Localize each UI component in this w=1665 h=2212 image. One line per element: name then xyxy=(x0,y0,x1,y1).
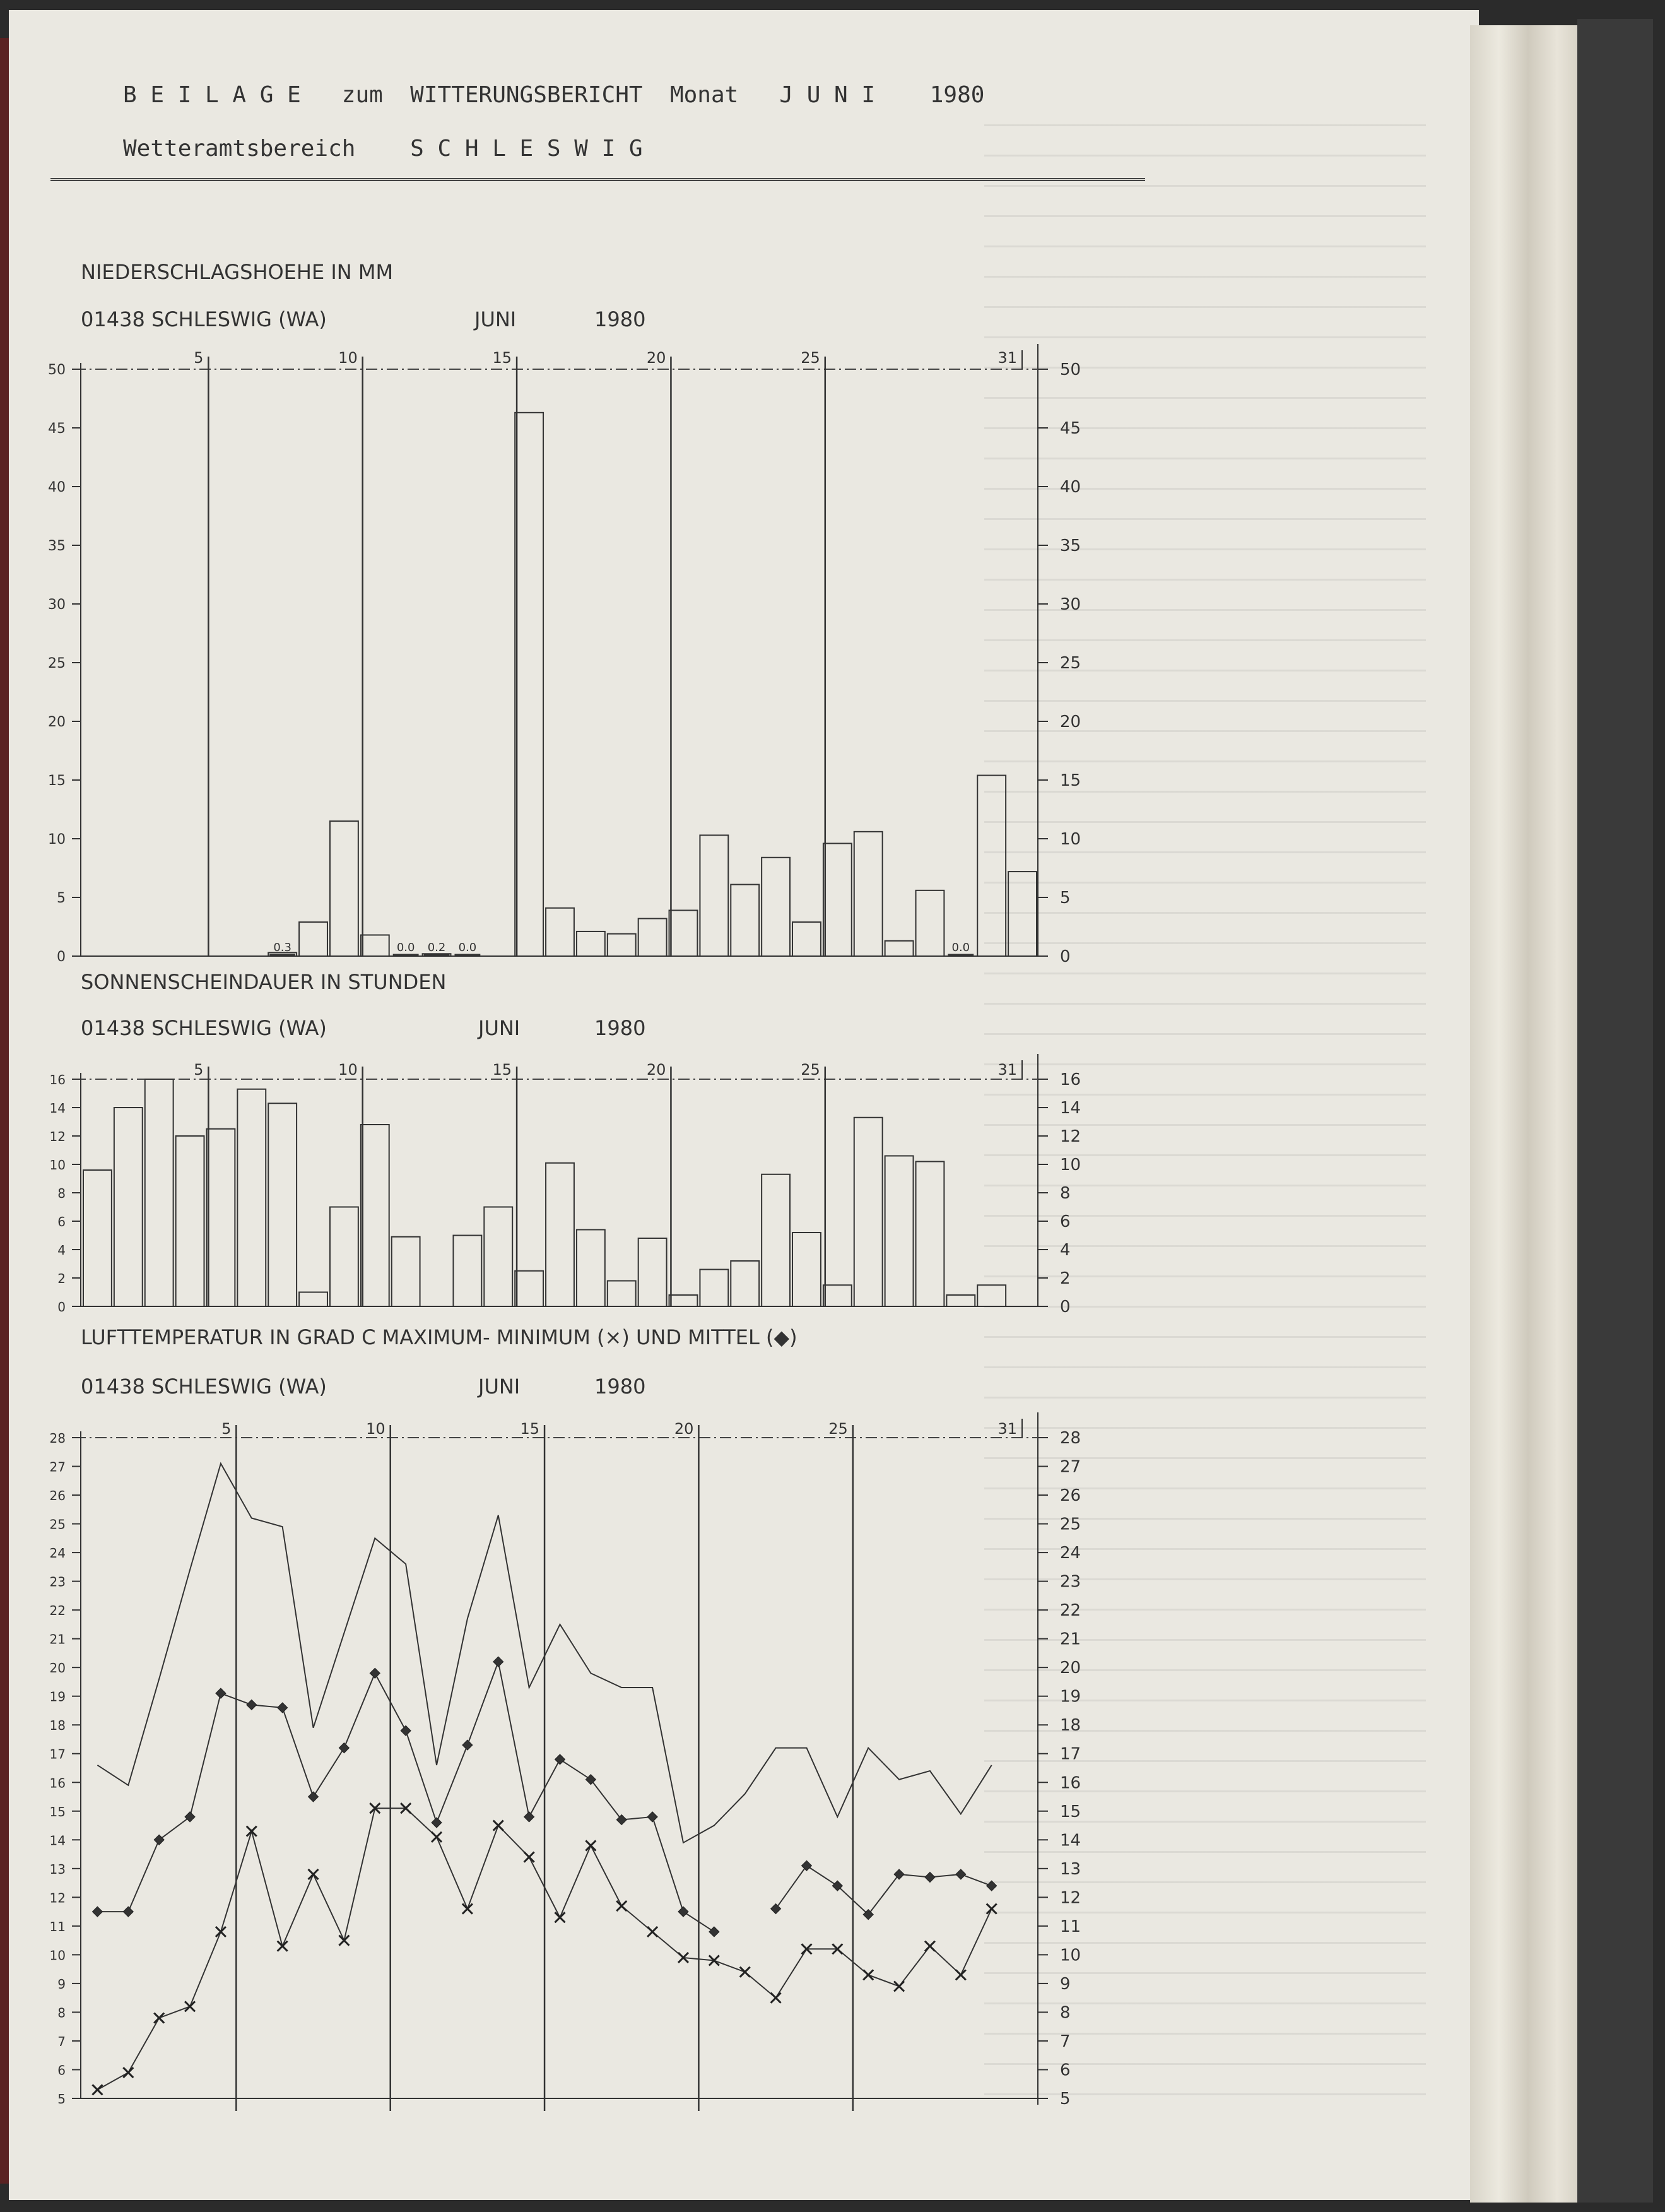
xtick-label: 10 xyxy=(338,1061,358,1079)
mittel-marker xyxy=(247,1700,257,1710)
right-ytick-label: 23 xyxy=(1060,1572,1081,1592)
bar-value-label-day-13: 0.0 xyxy=(458,941,477,954)
left-ytick-label: 2 xyxy=(57,1271,66,1286)
minimum-marker xyxy=(987,1904,997,1914)
mittel-marker xyxy=(309,1792,319,1802)
right-ytick-label: 15 xyxy=(1060,771,1081,790)
right-ytick-label: 12 xyxy=(1060,1888,1081,1908)
left-ytick-label: 25 xyxy=(49,1517,66,1532)
minimum-marker xyxy=(585,1840,596,1850)
bar-value-label-day-12: 0.2 xyxy=(427,941,446,954)
left-ytick-label: 50 xyxy=(48,362,66,378)
mittel-marker xyxy=(555,1754,565,1765)
minimum-marker xyxy=(524,1852,534,1862)
series-mittel-line xyxy=(97,1662,714,1932)
minimum-marker xyxy=(432,1832,442,1842)
left-ytick-label: 5 xyxy=(57,890,66,906)
left-ytick-label: 7 xyxy=(57,2033,66,2049)
temp-chart-month: JUNI xyxy=(478,1375,521,1399)
left-ytick-label: 13 xyxy=(49,1861,66,1877)
xtick-label: 25 xyxy=(801,1061,820,1079)
minimum-marker xyxy=(925,1941,935,1951)
right-ytick-label: 20 xyxy=(1060,713,1081,731)
mittel-marker xyxy=(524,1812,534,1822)
minimum-marker xyxy=(956,1970,966,1980)
right-ytick-label: 24 xyxy=(1060,1544,1081,1563)
right-ytick-label: 45 xyxy=(1060,419,1081,438)
sunshine-chart-station: 01438 SCHLESWIG (WA) xyxy=(81,1016,327,1040)
right-ytick-label: 5 xyxy=(1060,2090,1071,2108)
xtick-label: 25 xyxy=(801,349,820,367)
right-ytick-label: 28 xyxy=(1060,1429,1081,1448)
minimum-marker xyxy=(616,1901,627,1911)
left-ytick-label: 16 xyxy=(49,1072,66,1087)
left-ytick-label: 35 xyxy=(48,538,66,554)
left-ytick-label: 10 xyxy=(49,1948,66,1963)
precip-chart-title: NIEDERSCHLAGSHOEHE IN MM xyxy=(81,260,394,284)
xtick-label: 15 xyxy=(492,349,512,367)
left-ytick-label: 10 xyxy=(49,1157,66,1173)
precip-chart-station: 01438 SCHLESWIG (WA) xyxy=(81,307,327,331)
temp-chart-station: 01438 SCHLESWIG (WA) xyxy=(81,1375,327,1399)
right-ytick-label: 0 xyxy=(1060,947,1071,966)
right-ytick-label: 26 xyxy=(1060,1486,1081,1506)
mittel-marker xyxy=(678,1907,688,1917)
minimum-marker xyxy=(92,2085,102,2095)
right-ytick-label: 16 xyxy=(1060,1773,1081,1793)
left-ytick-label: 22 xyxy=(49,1603,66,1619)
minimum-marker xyxy=(894,1981,904,1991)
left-ytick-label: 17 xyxy=(49,1746,66,1762)
xtick-label: 5 xyxy=(194,349,204,367)
left-ytick-label: 5 xyxy=(57,2091,66,2107)
left-ytick-label: 15 xyxy=(48,773,66,789)
left-ytick-label: 15 xyxy=(49,1804,66,1819)
left-ytick-label: 16 xyxy=(49,1775,66,1791)
left-ytick-label: 8 xyxy=(57,2005,66,2021)
mittel-marker xyxy=(401,1725,411,1736)
right-ytick-label: 35 xyxy=(1060,536,1081,555)
xtick-label: 10 xyxy=(338,349,358,367)
right-ytick-label: 50 xyxy=(1060,360,1081,379)
minimum-marker xyxy=(740,1967,750,1977)
xtick-label: 15 xyxy=(520,1420,540,1438)
mittel-marker xyxy=(956,1869,966,1879)
minimum-marker xyxy=(647,1927,657,1937)
right-ytick-label: 19 xyxy=(1060,1687,1081,1706)
left-ytick-label: 26 xyxy=(49,1488,66,1504)
right-ytick-label: 5 xyxy=(1060,889,1071,908)
right-ytick-label: 10 xyxy=(1060,830,1081,849)
xtick-label: 20 xyxy=(646,1061,666,1079)
mittel-marker xyxy=(771,1904,781,1914)
left-ytick-label: 18 xyxy=(49,1718,66,1734)
mittel-marker xyxy=(432,1818,442,1828)
xtick-label: 5 xyxy=(221,1420,232,1438)
xtick-label: 20 xyxy=(674,1420,694,1438)
report-header-line2: Wetteramtsbereich S C H L E S W I G xyxy=(123,136,643,162)
left-ytick-label: 8 xyxy=(57,1186,66,1201)
right-ytick-label: 22 xyxy=(1060,1601,1081,1621)
xtick-label: 15 xyxy=(492,1061,512,1079)
xtick-label: 5 xyxy=(194,1061,204,1079)
minimum-marker xyxy=(339,1936,349,1946)
xtick-label: 31 xyxy=(997,1061,1017,1079)
left-ytick-label: 23 xyxy=(49,1574,66,1590)
minimum-marker xyxy=(185,2001,195,2011)
minimum-marker xyxy=(462,1904,473,1914)
minimum-marker xyxy=(123,2067,133,2078)
right-ytick-label: 17 xyxy=(1060,1744,1081,1764)
left-ytick-label: 14 xyxy=(49,1101,66,1116)
mittel-marker xyxy=(462,1740,473,1750)
bar-value-label-day-7: 0.3 xyxy=(273,941,291,954)
right-ytick-label: 8 xyxy=(1060,1184,1071,1203)
mittel-marker xyxy=(925,1872,935,1882)
bar-value-label-day-29: 0.0 xyxy=(951,941,970,954)
left-ytick-label: 24 xyxy=(49,1546,66,1561)
left-ytick-label: 40 xyxy=(48,480,66,495)
right-ytick-label: 11 xyxy=(1060,1917,1081,1936)
left-ytick-label: 20 xyxy=(49,1660,66,1676)
left-ytick-label: 6 xyxy=(57,1214,66,1229)
right-ytick-label: 9 xyxy=(1060,1974,1071,1994)
right-ytick-label: 25 xyxy=(1060,1515,1081,1534)
mittel-marker xyxy=(801,1860,811,1871)
xtick-label: 10 xyxy=(366,1420,385,1438)
minimum-marker xyxy=(278,1941,288,1951)
mittel-marker xyxy=(585,1775,596,1785)
mittel-marker xyxy=(216,1688,226,1698)
mittel-marker xyxy=(647,1812,657,1822)
left-ytick-label: 12 xyxy=(49,1890,66,1906)
minimum-marker xyxy=(771,1993,781,2003)
left-ytick-label: 6 xyxy=(57,2062,66,2078)
report-header-line1: B E I L A G E zum WITTERUNGSBERICHT Monat J U N I 1980 xyxy=(123,82,985,108)
left-ytick-label: 19 xyxy=(49,1689,66,1705)
left-ytick-label: 12 xyxy=(49,1129,66,1144)
left-ytick-label: 20 xyxy=(48,714,66,730)
mittel-marker xyxy=(278,1703,288,1713)
right-ytick-label: 14 xyxy=(1060,1831,1081,1850)
mittel-marker xyxy=(123,1907,133,1917)
left-ytick-label: 28 xyxy=(49,1431,66,1446)
right-ytick-label: 15 xyxy=(1060,1802,1081,1821)
right-ytick-label: 27 xyxy=(1060,1457,1081,1477)
xtick-label: 20 xyxy=(646,349,666,367)
left-ytick-label: 0 xyxy=(57,949,66,965)
right-ytick-label: 18 xyxy=(1060,1716,1081,1736)
right-ytick-label: 6 xyxy=(1060,1212,1071,1231)
mittel-marker xyxy=(370,1668,380,1678)
right-ytick-label: 40 xyxy=(1060,478,1081,497)
right-ytick-label: 13 xyxy=(1060,1859,1081,1879)
bar-value-label-day-11: 0.0 xyxy=(396,941,415,954)
sunshine-chart-year: 1980 xyxy=(594,1016,646,1040)
right-ytick-label: 25 xyxy=(1060,654,1081,673)
minimum-marker xyxy=(555,1912,565,1922)
mittel-marker xyxy=(339,1743,349,1753)
precip-chart-year: 1980 xyxy=(594,307,646,331)
right-ytick-label: 8 xyxy=(1060,2003,1071,2023)
left-ytick-label: 0 xyxy=(57,1299,66,1315)
right-ytick-label: 0 xyxy=(1060,1298,1071,1316)
xtick-label: 25 xyxy=(828,1420,848,1438)
right-ytick-label: 2 xyxy=(1060,1269,1071,1288)
minimum-marker xyxy=(493,1821,503,1831)
xtick-label: 31 xyxy=(997,1420,1017,1438)
mittel-marker xyxy=(493,1657,503,1667)
mittel-marker xyxy=(616,1814,627,1825)
left-ytick-label: 9 xyxy=(57,1976,66,1992)
left-ytick-label: 11 xyxy=(49,1919,66,1934)
right-ytick-label: 4 xyxy=(1060,1241,1071,1260)
right-ytick-label: 30 xyxy=(1060,595,1081,614)
left-ytick-label: 4 xyxy=(57,1243,66,1258)
right-ytick-label: 20 xyxy=(1060,1659,1081,1678)
right-ytick-label: 21 xyxy=(1060,1629,1081,1649)
left-ytick-label: 10 xyxy=(48,832,66,848)
mittel-marker xyxy=(987,1881,997,1891)
right-ytick-label: 12 xyxy=(1060,1127,1081,1146)
mittel-marker xyxy=(154,1835,164,1845)
temp-chart-year: 1980 xyxy=(594,1375,646,1399)
right-ytick-label: 6 xyxy=(1060,2061,1071,2080)
temp-chart-title: LUFTTEMPERATUR IN GRAD C MAXIMUM- MINIMUM (×) UND MITTEL (◆) xyxy=(81,1325,797,1349)
left-ytick-label: 14 xyxy=(49,1833,66,1848)
precip-chart-month: JUNI xyxy=(474,307,517,331)
minimum-marker xyxy=(863,1970,873,1980)
left-ytick-label: 27 xyxy=(49,1459,66,1475)
mittel-marker xyxy=(92,1907,102,1917)
mittel-marker xyxy=(709,1927,719,1937)
sunshine-chart-month: JUNI xyxy=(478,1016,521,1040)
right-ytick-label: 7 xyxy=(1060,2032,1071,2051)
right-ytick-label: 14 xyxy=(1060,1099,1081,1118)
left-ytick-label: 21 xyxy=(49,1631,66,1647)
minimum-marker xyxy=(216,1927,226,1937)
right-ytick-label: 16 xyxy=(1060,1070,1081,1089)
mittel-marker xyxy=(185,1812,195,1822)
xtick-label: 31 xyxy=(997,349,1017,367)
right-ytick-label: 10 xyxy=(1060,1946,1081,1965)
minimum-marker xyxy=(154,2013,164,2023)
minimum-marker xyxy=(247,1826,257,1836)
sunshine-chart-title: SONNENSCHEINDAUER IN STUNDEN xyxy=(81,970,447,994)
left-ytick-label: 25 xyxy=(48,656,66,671)
left-ytick-label: 30 xyxy=(48,597,66,613)
mittel-marker xyxy=(894,1869,904,1879)
minimum-marker xyxy=(309,1869,319,1879)
right-ytick-label: 10 xyxy=(1060,1156,1081,1174)
left-ytick-label: 45 xyxy=(48,421,66,437)
